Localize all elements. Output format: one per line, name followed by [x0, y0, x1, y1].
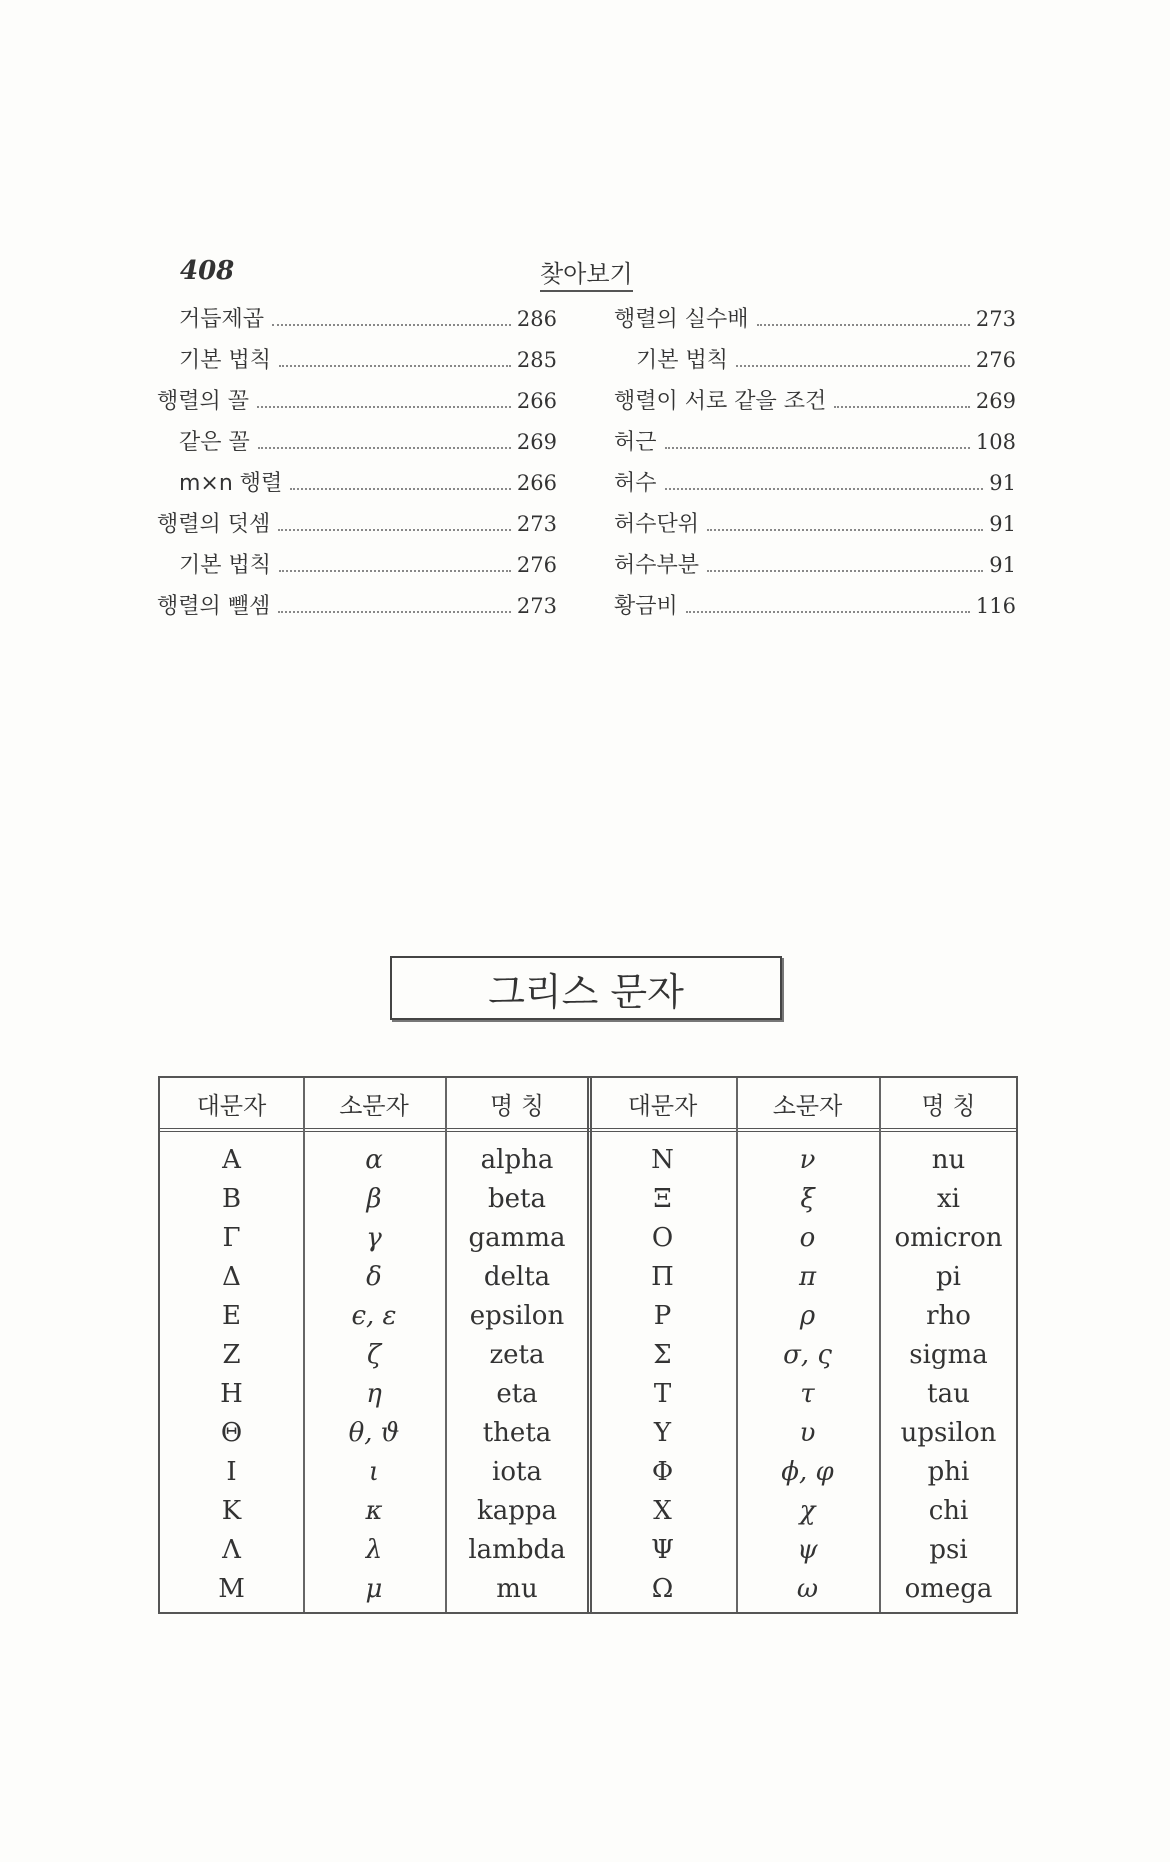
- index-page-number: 266: [516, 389, 557, 413]
- index-term: 허수단위: [614, 512, 700, 537]
- index-entry: [157, 302, 557, 343]
- name-cell: omega: [904, 1573, 993, 1604]
- index-entry: [157, 466, 557, 507]
- uppercase-cell: Π: [651, 1261, 674, 1292]
- index-entry: [614, 589, 1016, 630]
- name-cell: lambda: [468, 1534, 566, 1565]
- index-page-number: 273: [516, 512, 557, 536]
- index-entry: [157, 384, 557, 425]
- index-entry: [614, 548, 1016, 589]
- name-cell: beta: [488, 1183, 546, 1214]
- dot-leader: [665, 487, 984, 490]
- index-term: 행렬의 실수배: [614, 307, 749, 332]
- uppercase-cell: P: [653, 1300, 672, 1331]
- uppercase-cell: Ξ: [653, 1183, 672, 1214]
- table-header-cell: 대문자: [196, 1091, 267, 1120]
- uppercase-cell: K: [221, 1495, 242, 1526]
- index-entry: [614, 507, 1016, 548]
- index-term: 행렬이 서로 같을 조건: [614, 389, 827, 414]
- lowercase-cell: τ: [800, 1378, 815, 1409]
- lowercase-cell: θ, ϑ: [348, 1417, 400, 1448]
- name-cell: psi: [929, 1534, 968, 1565]
- table-row: [160, 1140, 1016, 1179]
- name-cell: sigma: [909, 1339, 988, 1370]
- name-cell: gamma: [468, 1222, 566, 1253]
- name-cell: epsilon: [469, 1300, 565, 1331]
- index-entry: [614, 384, 1016, 425]
- lowercase-cell: ο: [799, 1222, 816, 1253]
- index-page-number: 108: [975, 430, 1016, 454]
- uppercase-cell: O: [651, 1222, 674, 1253]
- uppercase-cell: X: [653, 1495, 672, 1526]
- uppercase-cell: Z: [222, 1339, 241, 1370]
- index-entry: [157, 589, 557, 630]
- table-header-cell: 소문자: [339, 1091, 409, 1120]
- dot-leader: [686, 610, 970, 613]
- uppercase-cell: A: [222, 1144, 241, 1175]
- index-entry: [157, 548, 557, 589]
- dot-leader: [279, 364, 511, 367]
- table-header-cell: 대문자: [627, 1091, 698, 1120]
- index-term: 행렬의 덧셈: [157, 512, 271, 537]
- index-entry: [614, 302, 1016, 343]
- lowercase-cell: ι: [368, 1456, 380, 1487]
- name-cell: omicron: [894, 1222, 1003, 1253]
- greek-letter-table: [158, 1076, 1018, 1614]
- name-cell: theta: [482, 1417, 552, 1448]
- dot-leader: [736, 364, 970, 367]
- dot-leader: [707, 569, 983, 572]
- name-cell: delta: [483, 1261, 551, 1292]
- name-cell: xi: [937, 1183, 960, 1214]
- lowercase-cell: δ: [366, 1261, 382, 1292]
- index-page-number: 91: [989, 471, 1016, 495]
- name-cell: zeta: [489, 1339, 545, 1370]
- index-entry: [157, 425, 557, 466]
- index-page-number: 276: [975, 348, 1016, 372]
- uppercase-cell: E: [222, 1300, 241, 1331]
- index-page-number: 286: [516, 307, 557, 331]
- dot-leader: [257, 405, 511, 408]
- lowercase-cell: χ: [799, 1495, 816, 1526]
- uppercase-cell: Φ: [651, 1456, 674, 1487]
- index-entry: [614, 343, 1016, 384]
- index-page-number: 273: [975, 307, 1016, 331]
- index-entry: [157, 343, 557, 384]
- uppercase-cell: N: [651, 1144, 674, 1175]
- dot-leader: [707, 528, 983, 531]
- lowercase-cell: γ: [366, 1222, 382, 1253]
- name-cell: tau: [927, 1378, 970, 1409]
- index-page-number: 269: [516, 430, 557, 454]
- name-cell: kappa: [476, 1495, 558, 1526]
- table-row: [160, 1179, 1016, 1218]
- table-header-cell: 소문자: [772, 1091, 843, 1120]
- table-header-cell: 명 칭: [490, 1091, 544, 1120]
- table-row: [160, 1296, 1016, 1335]
- uppercase-cell: Λ: [222, 1534, 241, 1565]
- uppercase-cell: T: [653, 1378, 672, 1409]
- table-row: [160, 1335, 1016, 1374]
- uppercase-cell: Θ: [220, 1417, 243, 1448]
- page-number: 408: [180, 256, 235, 286]
- index-page-number: 116: [975, 594, 1016, 618]
- table-row: [160, 1491, 1016, 1530]
- index-page-number: 276: [516, 553, 557, 577]
- name-cell: alpha: [480, 1144, 554, 1175]
- dot-leader: [258, 446, 511, 449]
- name-cell: nu: [931, 1144, 966, 1175]
- dot-leader: [272, 323, 511, 326]
- table-row: [160, 1218, 1016, 1257]
- uppercase-cell: Δ: [222, 1261, 241, 1292]
- running-title: 찾아보기: [540, 254, 633, 292]
- index-term: 행렬의 꼴: [157, 389, 250, 414]
- table-row: [160, 1569, 1016, 1608]
- index-page-number: 285: [516, 348, 557, 372]
- uppercase-cell: H: [220, 1378, 243, 1409]
- index-entry: [157, 507, 557, 548]
- name-cell: phi: [927, 1456, 970, 1487]
- table-row: [160, 1257, 1016, 1296]
- index-term: 거듭제곱: [179, 307, 265, 332]
- dot-leader: [278, 528, 511, 531]
- lowercase-cell: σ, ς: [783, 1339, 832, 1370]
- dot-leader: [278, 610, 511, 613]
- index-entry: [614, 425, 1016, 466]
- index-page-number: 91: [989, 512, 1016, 536]
- lowercase-cell: ξ: [800, 1183, 815, 1214]
- dot-leader: [757, 323, 970, 326]
- dot-leader: [665, 446, 970, 449]
- dot-leader: [279, 569, 511, 572]
- table-row: [160, 1452, 1016, 1491]
- lowercase-cell: ρ: [799, 1300, 816, 1331]
- lowercase-cell: κ: [365, 1495, 383, 1526]
- dot-leader: [834, 405, 970, 408]
- lowercase-cell: β: [366, 1183, 382, 1214]
- name-cell: upsilon: [900, 1417, 997, 1448]
- table-header-cell: 명 칭: [921, 1091, 976, 1120]
- index-page-number: 91: [989, 553, 1016, 577]
- lowercase-cell: α: [365, 1144, 383, 1175]
- index-page-number: 266: [516, 471, 557, 495]
- index-term: 행렬의 뺄셈: [157, 594, 271, 619]
- index-term: 허근: [614, 430, 657, 455]
- uppercase-cell: B: [221, 1183, 242, 1214]
- uppercase-cell: Ω: [651, 1573, 674, 1604]
- dot-leader: [290, 487, 511, 490]
- index-page-number: 273: [516, 594, 557, 618]
- uppercase-cell: Σ: [653, 1339, 672, 1370]
- lowercase-cell: λ: [365, 1534, 383, 1565]
- lowercase-cell: π: [798, 1261, 817, 1292]
- uppercase-cell: Γ: [222, 1222, 241, 1253]
- lowercase-cell: ψ: [797, 1534, 818, 1565]
- lowercase-cell: ν: [799, 1144, 816, 1175]
- table-row: [160, 1530, 1016, 1569]
- lowercase-cell: μ: [365, 1573, 383, 1604]
- table-row: [160, 1413, 1016, 1452]
- name-cell: pi: [936, 1261, 961, 1292]
- index-term: 기본 법칙: [179, 348, 272, 373]
- lowercase-cell: ϕ, φ: [781, 1456, 834, 1487]
- name-cell: mu: [496, 1573, 538, 1604]
- index-term: m×n 행렬: [179, 471, 283, 496]
- index-term: 황금비: [614, 594, 678, 619]
- index-term: 같은 꼴: [179, 430, 250, 455]
- index-term: 허수부분: [614, 553, 700, 578]
- uppercase-cell: Ψ: [651, 1534, 674, 1565]
- index-column-left: [157, 302, 557, 630]
- index-entry: [614, 466, 1016, 507]
- uppercase-cell: Υ: [653, 1417, 672, 1448]
- section-title: 그리스 문자: [488, 969, 684, 1014]
- index-column-right: [614, 302, 1016, 630]
- lowercase-cell: υ: [799, 1417, 816, 1448]
- name-cell: chi: [928, 1495, 969, 1526]
- lowercase-cell: η: [366, 1378, 382, 1409]
- lowercase-cell: ζ: [366, 1339, 382, 1370]
- name-cell: iota: [492, 1456, 542, 1487]
- table-row: [160, 1374, 1016, 1413]
- section-title-box: [390, 956, 782, 1020]
- name-cell: rho: [926, 1300, 971, 1331]
- lowercase-cell: ϵ, ε: [351, 1300, 397, 1331]
- uppercase-cell: M: [218, 1573, 245, 1604]
- index-term: 기본 법칙: [636, 348, 729, 373]
- index-page-number: 269: [975, 389, 1016, 413]
- index-term: 기본 법칙: [179, 553, 272, 578]
- index-term: 허수: [614, 471, 657, 496]
- uppercase-cell: I: [226, 1456, 237, 1487]
- name-cell: eta: [496, 1378, 538, 1409]
- lowercase-cell: ω: [796, 1573, 819, 1604]
